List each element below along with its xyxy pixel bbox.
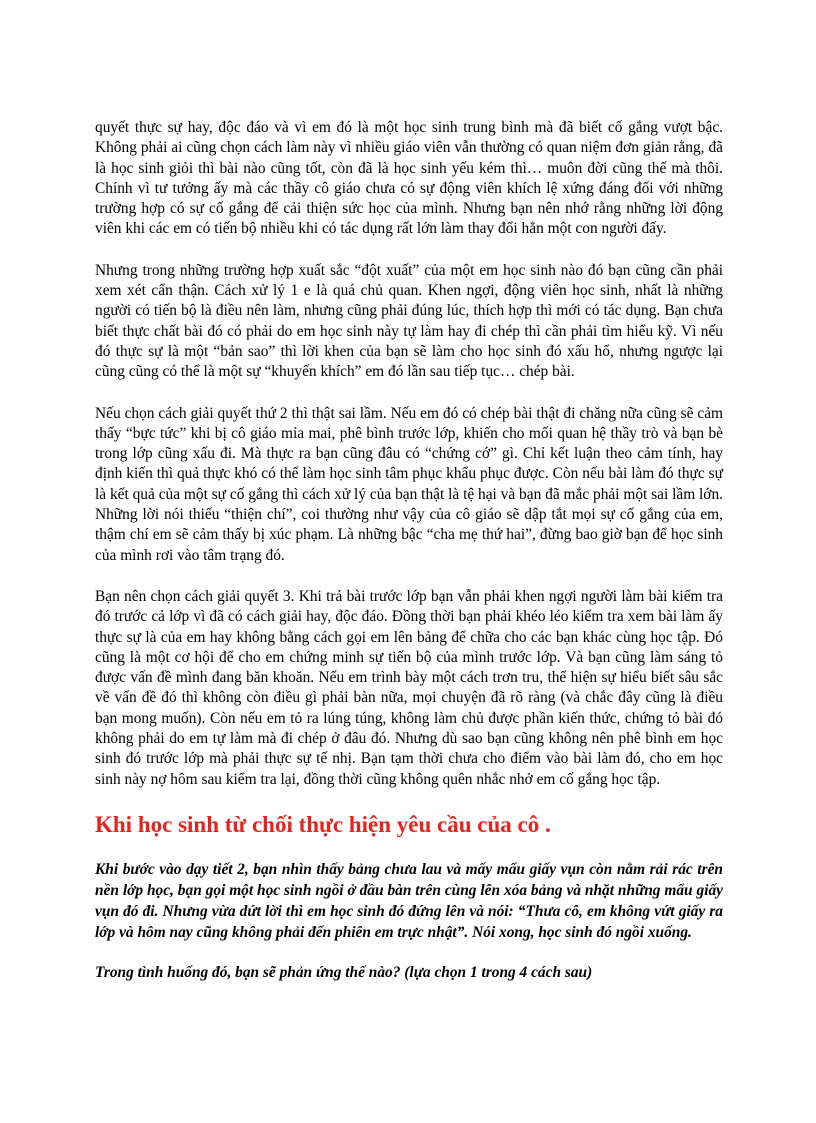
situation-paragraph: Khi bước vào dạy tiết 2, bạn nhìn thấy bảng chưa lau và mấy mẩu giấy vụn còn nằm rải rác trên nền lớp học, bạn gọi một học sinh ngồi ở đầu bàn trên cùng lên xóa bảng và nhặt những mẩu giấy vụn đó đi. Nhưng vừa dứt lời thì em học sinh đó đứng lên và nói: “Thưa cô, em không vứt giấy ra lớp và hôm nay cũng không phải đến phiên em trực nhật”. Nói xong, học sinh đó ngồi xuống.	[95, 860, 723, 941]
body-paragraph-3: Nếu chọn cách giải quyết thứ 2 thì thật sai lầm. Nếu em đó có chép bài thật đi chăng nữa cũng sẽ cảm thấy “bực tức” khi bị cô giáo mỉa mai, phê bình trước lớp, khiến cho mối quan hệ thầy trò và bạn bè trong lớp cũng xấu đi. Mà thực ra bạn cũng đâu có “chứng cớ” gì. Chỉ kết luận theo cảm tính, hay định kiến thì quả thực khó có thể làm học sinh tâm phục khẩu phục được. Còn nếu bài làm đó thực sự là kết quả của một sự cố gắng thì cách xử lý của bạn thật là tệ hại và bạn đã mắc phải một sai lầm lớn. Những lời nói thiếu “thiện chí”, coi thường như vậy của cô giáo sẽ dập tắt mọi sự cố gắng của em, thậm chí em sẽ cảm thấy bị xúc phạm. Là những bậc “cha mẹ thứ hai”, đừng bao giờ bạn để học sinh của mình rơi vào tâm trạng đó.	[95, 404, 723, 564]
body-paragraph-2: Nhưng trong những trường hợp xuất sắc “đột xuất” của một em học sinh nào đó bạn cũng cần phải xem xét cẩn thận. Cách xử lý 1 e là quá chủ quan. Khen ngợi, động viên học sinh, nhất là những người có tiến bộ là điều nên làm, nhưng cũng phải đúng lúc, thích hợp thì mới có tác dụng. Bạn chưa biết thực chất bài đó có phải do em học sinh này tự làm hay đi chép thì cần phải tìm hiểu kỹ. Vì nếu đó thực sự là một “bản sao” thì lời khen của bạn sẽ làm cho học sinh đó xấu hổ, nhưng ngược lại cũng cũng có thể là một sự “khuyến khích” em đó lần sau tiếp tục… chép bài.	[95, 261, 723, 381]
body-paragraph-4: Bạn nên chọn cách giải quyết 3. Khi trả bài trước lớp bạn vẫn phải khen ngợi người làm bài kiểm tra đó trước cả lớp vì đã có cách giải hay, độc đáo. Đồng thời bạn phải khéo léo kiểm tra xem bài làm ấy thực sự là của em hay không bằng cách gọi em lên bảng để chữa cho các bạn khác cùng học tập. Đó cũng là một cơ hội để cho em chứng minh sự tiến bộ của mình trước lớp. Và bạn cũng làm sáng tỏ được vấn đề mình đang băn khoăn. Nếu em trình bày một cách trơn tru, thể hiện sự hiểu biết sâu sắc về vấn đề đó thì không còn điều gì phải bàn nữa, mọi chuyện đã rõ ràng (và chắc đây cũng là điều bạn mong muốn). Còn nếu em tỏ ra lúng túng, không làm chủ được phần kiến thức, chứng tỏ bài đó không phải do em tự làm mà đi chép ở đâu đó. Nhưng dù sao bạn cũng không nên phê bình em học sinh đó trước lớp mà phải thực sự tế nhị. Bạn tạm thời chưa cho điểm vào bài làm đó, cho em học sinh này nợ hôm sau kiểm tra lại, đồng thời cũng không quên nhắc nhở em cố gắng học tập.	[95, 587, 723, 788]
section-heading: Khi học sinh từ chối thực hiện yêu cầu của cô .	[95, 811, 551, 837]
question-paragraph: Trong tình huống đó, bạn sẽ phản ứng thế nào? (lựa chọn 1 trong 4 cách sau)	[95, 963, 593, 981]
body-paragraph-1: quyết thực sự hay, độc đáo và vì em đó là một học sinh trung bình mà đã biết cố gắng vượt bậc. Không phải ai cũng chọn cách làm này vì nhiều giáo viên vẫn thường có quan niệm đơn giản rằng, đã là học sinh giỏi thì bài nào cũng tốt, còn đã là học sinh yếu kém thì… muôn đời cũng thế mà thôi. Chính vì tư tưởng ấy mà các thầy cô giáo chưa có sự động viên khích lệ xứng đáng đối với những trường hợp có sự cố gắng để cải thiện sức học của mình. Nhưng bạn nên nhớ rằng những lời động viên khi các em có tiến bộ nhiều khi có tác dụng rất lớn làm thay đổi hẳn một con người đấy.	[95, 119, 723, 238]
document-page	[95, 118, 723, 983]
